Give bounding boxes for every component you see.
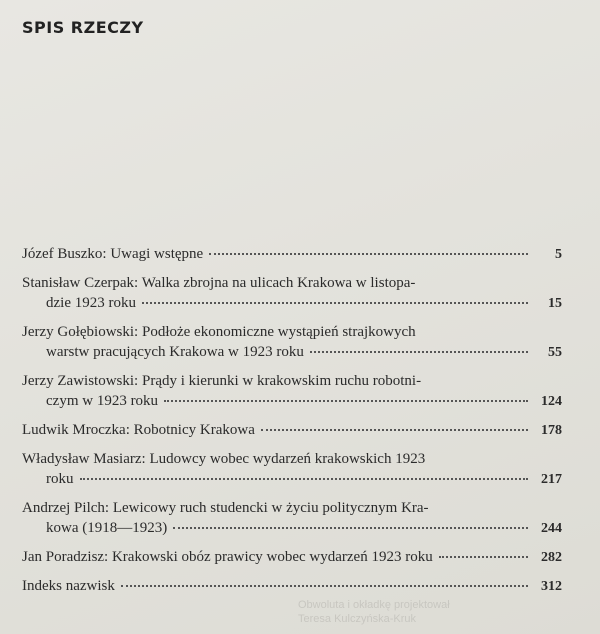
toc-entry <box>22 420 562 441</box>
dot-leader <box>142 301 528 304</box>
dot-leader <box>261 428 528 431</box>
toc-entry-text: warstw pracujących Krakowa w 1923 roku <box>46 344 304 360</box>
toc-page-number: 244 <box>541 521 562 536</box>
toc-entry <box>22 244 562 265</box>
toc-entry-line <box>22 420 562 441</box>
toc-entry-text: Indeks nazwisk <box>22 578 115 594</box>
toc-entry-text: Władysław Masiarz: Ludowcy wobec wydarzeń krakowskich 1923 <box>22 451 426 467</box>
toc-entry <box>22 371 562 412</box>
toc-entry-line <box>22 244 562 265</box>
toc-page-number: 5 <box>555 247 562 262</box>
toc-page-number: 217 <box>541 472 562 487</box>
toc-entry-line <box>22 449 562 469</box>
bleed-line: Obwoluta i okładkę projektował <box>298 599 450 611</box>
toc-entry-text: Ludwik Mroczka: Robotnicy Krakowa <box>22 422 255 438</box>
toc-entry-line <box>22 576 562 597</box>
toc-entry-text: Józef Buszko: Uwagi wstępne <box>22 246 204 262</box>
toc-entry-line <box>22 391 562 412</box>
dot-leader <box>164 399 528 402</box>
toc-entry-line <box>22 371 562 391</box>
toc-page-number: 282 <box>541 550 562 565</box>
toc-entry-text: roku <box>46 471 74 487</box>
toc-entry <box>22 449 562 490</box>
toc-entry-text: dzie 1923 roku <box>46 295 136 311</box>
dot-leader <box>173 526 528 529</box>
toc-entry-text: kowa (1918—1923) <box>46 520 168 536</box>
toc-entry-text: Jan Poradzisz: Krakowski obóz prawicy wobec wydarzeń 1923 roku <box>22 549 433 565</box>
dot-leader <box>121 584 528 587</box>
bleed-line: Teresa Kulczyńska-Kruk <box>298 613 416 625</box>
toc-entry <box>22 576 562 597</box>
toc-entry-line <box>22 498 562 518</box>
page-title: SPIS RZECZY <box>22 18 144 37</box>
toc-entry <box>22 322 562 363</box>
toc-entry-text: Jerzy Zawistowski: Prądy i kierunki w krakowskim ruchu robotni- <box>22 373 422 389</box>
bleed-through-text <box>298 598 450 626</box>
table-of-contents <box>22 244 562 605</box>
toc-page-number: 15 <box>548 296 562 311</box>
toc-entry-text: Andrzej Pilch: Lewicowy ruch studencki w życiu politycznym Kra- <box>22 500 429 516</box>
toc-entry-text: czym w 1923 roku <box>46 393 159 409</box>
toc-entry <box>22 498 562 539</box>
toc-entry-line <box>22 273 562 293</box>
toc-page-number: 55 <box>548 345 562 360</box>
toc-entry-line <box>22 322 562 342</box>
toc-entry <box>22 273 562 314</box>
toc-entry-line <box>22 518 562 539</box>
toc-entry-line <box>22 293 562 314</box>
dot-leader <box>439 555 528 558</box>
toc-entry-text: Stanisław Czerpak: Walka zbrojna na ulicach Krakowa w listopa- <box>22 275 416 291</box>
toc-entry-line <box>22 469 562 490</box>
toc-page-number: 124 <box>541 394 562 409</box>
toc-entry-line <box>22 342 562 363</box>
toc-entry-text: Jerzy Gołębiowski: Podłoże ekonomiczne wystąpień strajkowych <box>22 324 416 340</box>
dot-leader <box>209 252 528 255</box>
dot-leader <box>80 477 529 480</box>
toc-entry <box>22 547 562 568</box>
toc-page-number: 178 <box>541 423 562 438</box>
toc-page-number: 312 <box>541 579 562 594</box>
toc-entry-line <box>22 547 562 568</box>
dot-leader <box>310 350 528 353</box>
